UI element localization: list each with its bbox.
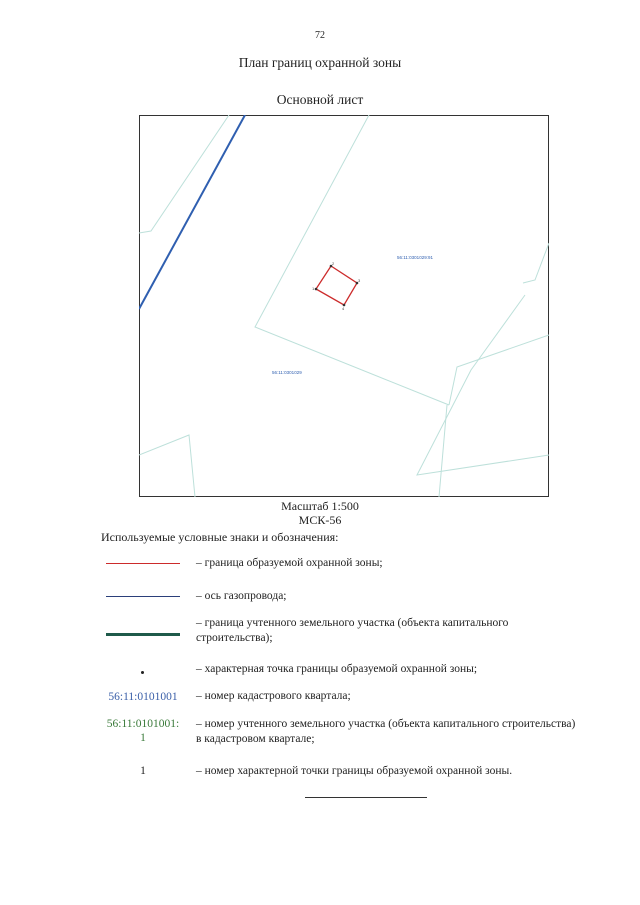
point-label: 4	[342, 306, 345, 311]
legend-symbol-point	[141, 671, 144, 674]
legend-symbol-parcel-number	[100, 717, 186, 745]
legend-item-quarter-number: – номер кадастрового квартала;	[196, 690, 351, 702]
page-number: 72	[315, 30, 325, 41]
legend-symbol-quarter-number: 56:11:0101001	[108, 691, 178, 703]
legend-item-parcel-number: – номер учтенного земельного участка (объекта капитального строительства) в кадастровом квартале;	[196, 718, 576, 745]
footer-rule	[305, 797, 427, 798]
point-label: 3	[358, 278, 361, 283]
document-title: План границ охранной зоны	[238, 55, 402, 70]
parcel-number-label: 56:11:0301029:91	[397, 255, 433, 260]
legend-symbol-point-number: 1	[140, 765, 146, 777]
legend-symbol-parcel-number-line1: 56:11:0101001:	[106, 718, 180, 730]
legend-item-gas-axis: – ось газопровода;	[196, 590, 287, 602]
map-scale: Масштаб 1:500	[281, 499, 359, 513]
boundary-map	[139, 115, 549, 497]
legend-symbol-gas-axis	[106, 596, 180, 597]
legend-symbol-zone-boundary	[106, 563, 180, 564]
zone-point	[315, 288, 318, 291]
point-label: 2	[332, 261, 335, 266]
cadastral-quarter-label: 56:11:0301029	[272, 370, 302, 375]
legend-symbol-parcel-number-line2: 1	[140, 732, 146, 744]
legend-heading: Используемые условные знаки и обозначения:	[101, 530, 339, 544]
coordinate-system: МСК-56	[298, 513, 342, 527]
legend-item-zone-boundary: – граница образуемой охранной зоны;	[196, 557, 383, 569]
legend-symbol-parcel-boundary	[106, 633, 180, 636]
legend-item-point: – характерная точка границы образуемой охранной зоны;	[196, 663, 478, 675]
legend-item-parcel-boundary: – граница учтенного земельного участка (объекта капитального строительства);	[196, 617, 509, 644]
point-label: 1	[312, 286, 315, 291]
legend-item-point-number: – номер характерной точки границы образуемой охранной зоны.	[196, 765, 513, 777]
sheet-title: Основной лист	[276, 92, 364, 107]
